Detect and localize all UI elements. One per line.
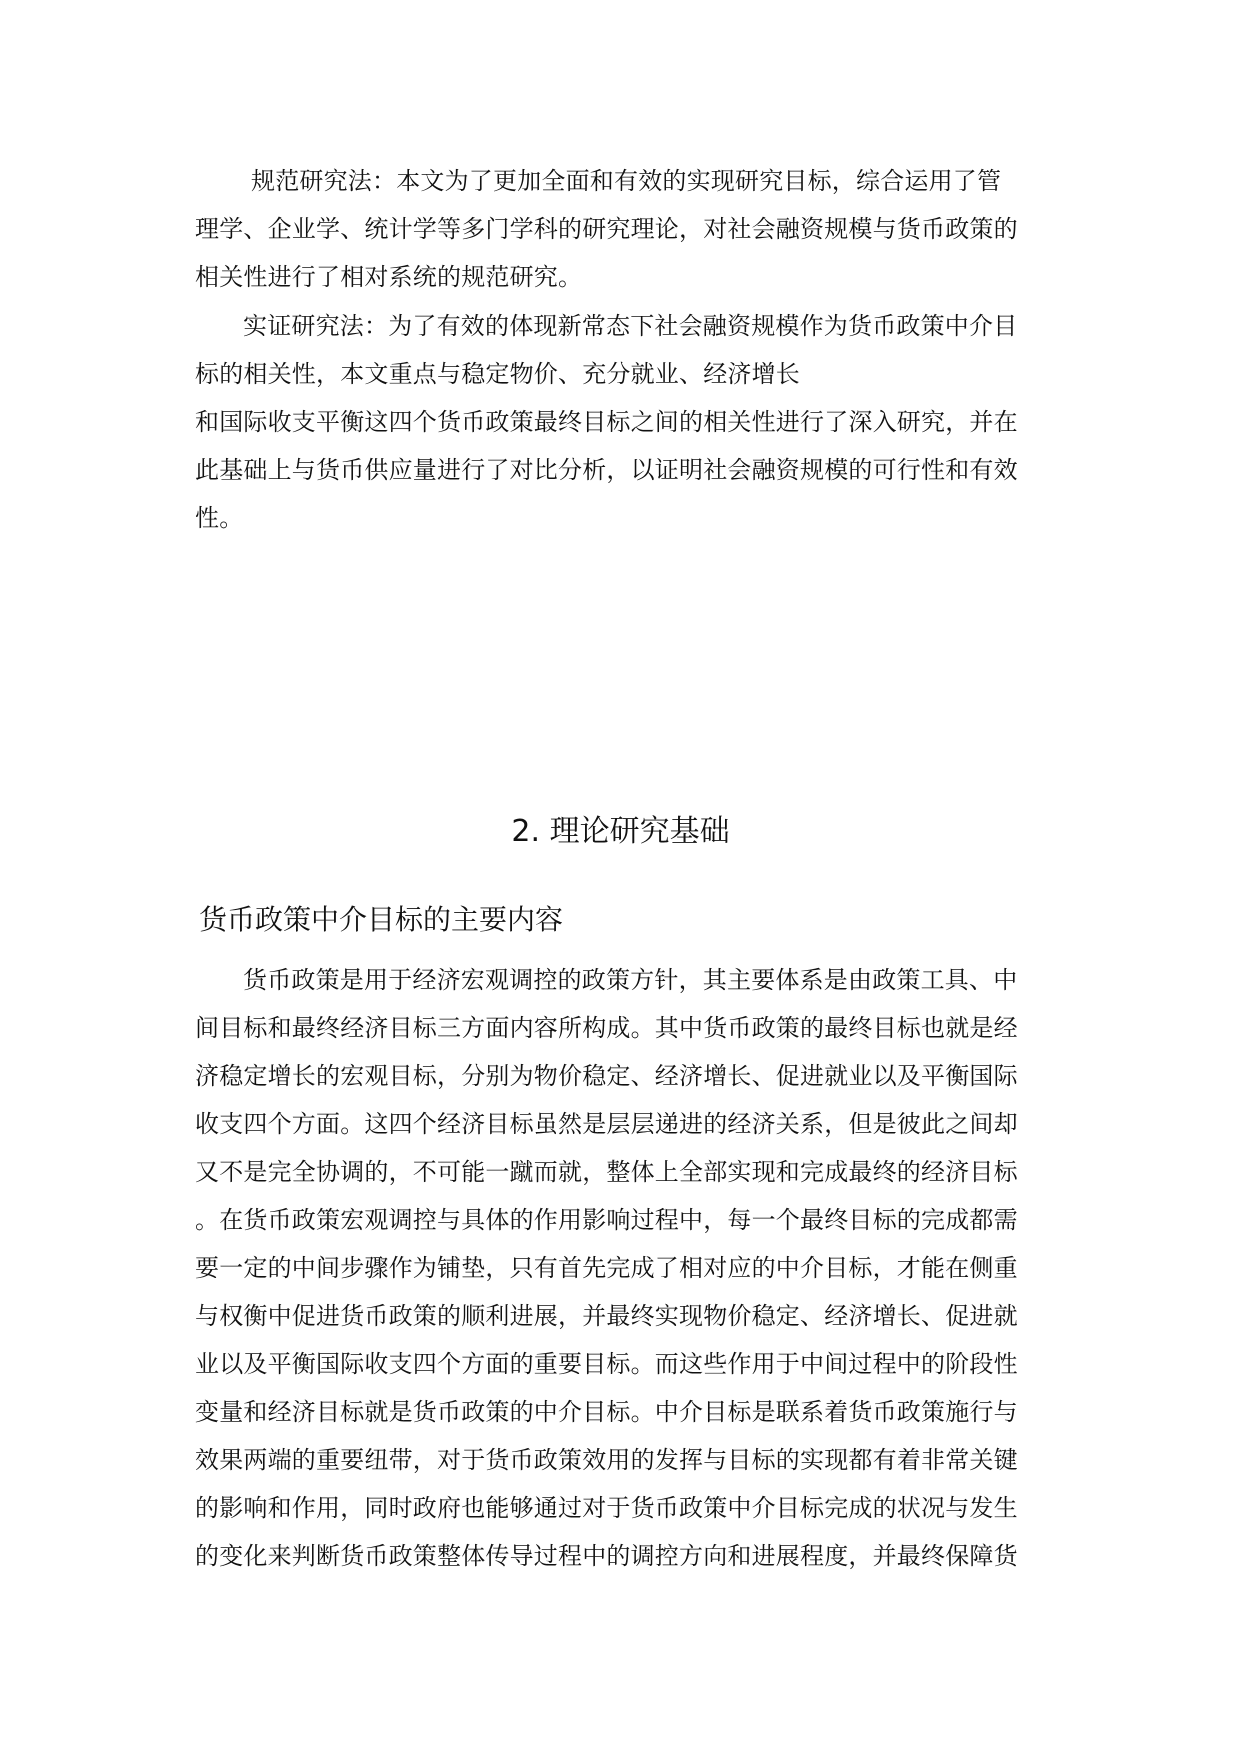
intro-line-8: 性。 — [195, 504, 244, 532]
body-line-9: 业以及平衡国际收支四个方面的重要目标。而这些作用于中间过程中的阶段性 — [195, 1350, 1018, 1378]
body-line-13: 的变化来判断货币政策整体传导过程中的调控方向和进展程度，并最终保障货 — [195, 1542, 1018, 1570]
body-line-1: 货币政策是用于经济宏观调控的政策方针，其主要体系是由政策工具、中 — [243, 966, 1018, 994]
body-line-5: 又不是完全协调的，不可能一蹴而就，整体上全部实现和完成最终的经济目标 — [195, 1158, 1018, 1186]
intro-line-1: 规范研究法：本文为了更加全面和有效的实现研究目标，综合运用了管 — [251, 167, 1002, 195]
body-line-12: 的影响和作用，同时政府也能够通过对于货币政策中介目标完成的状况与发生 — [195, 1494, 1018, 1522]
body-line-10: 变量和经济目标就是货币政策的中介目标。中介目标是联系着货币政策施行与 — [195, 1398, 1018, 1426]
subsection-title: 货币政策中介目标的主要内容 — [199, 903, 564, 936]
body-line-6: 。在货币政策宏观调控与具体的作用影响过程中，每一个最终目标的完成都需 — [195, 1206, 1018, 1234]
intro-line-6: 和国际收支平衡这四个货币政策最终目标之间的相关性进行了深入研究，并在 — [195, 408, 1018, 436]
body-line-7: 要一定的中间步骤作为铺垫，只有首先完成了相对应的中介目标，才能在侧重 — [195, 1254, 1018, 1282]
body-line-3: 济稳定增长的宏观目标，分别为物价稳定、经济增长、促进就业以及平衡国际 — [195, 1062, 1018, 1090]
body-line-4: 收支四个方面。这四个经济目标虽然是层层递进的经济关系，但是彼此之间却 — [195, 1110, 1018, 1138]
body-line-11: 效果两端的重要纽带，对于货币政策效用的发挥与目标的实现都有着非常关键 — [195, 1446, 1018, 1474]
body-line-2: 间目标和最终经济目标三方面内容所构成。其中货币政策的最终目标也就是经 — [195, 1014, 1018, 1042]
intro-line-4: 实证研究法：为了有效的体现新常态下社会融资规模作为货币政策中介目 — [243, 312, 1018, 340]
intro-line-3: 相关性进行了相对系统的规范研究。 — [195, 263, 583, 291]
body-line-8: 与权衡中促进货币政策的顺利进展，并最终实现物价稳定、经济增长、促进就 — [195, 1302, 1018, 1330]
intro-line-5: 标的相关性，本文重点与稳定物价、充分就业、经济增长 — [195, 360, 800, 388]
section-title: 2. 理论研究基础 — [511, 814, 730, 849]
intro-line-2: 理学、企业学、统计学等多门学科的研究理论，对社会融资规模与货币政策的 — [195, 215, 1018, 243]
intro-line-7: 此基础上与货币供应量进行了对比分析，以证明社会融资规模的可行性和有效 — [195, 456, 1018, 484]
